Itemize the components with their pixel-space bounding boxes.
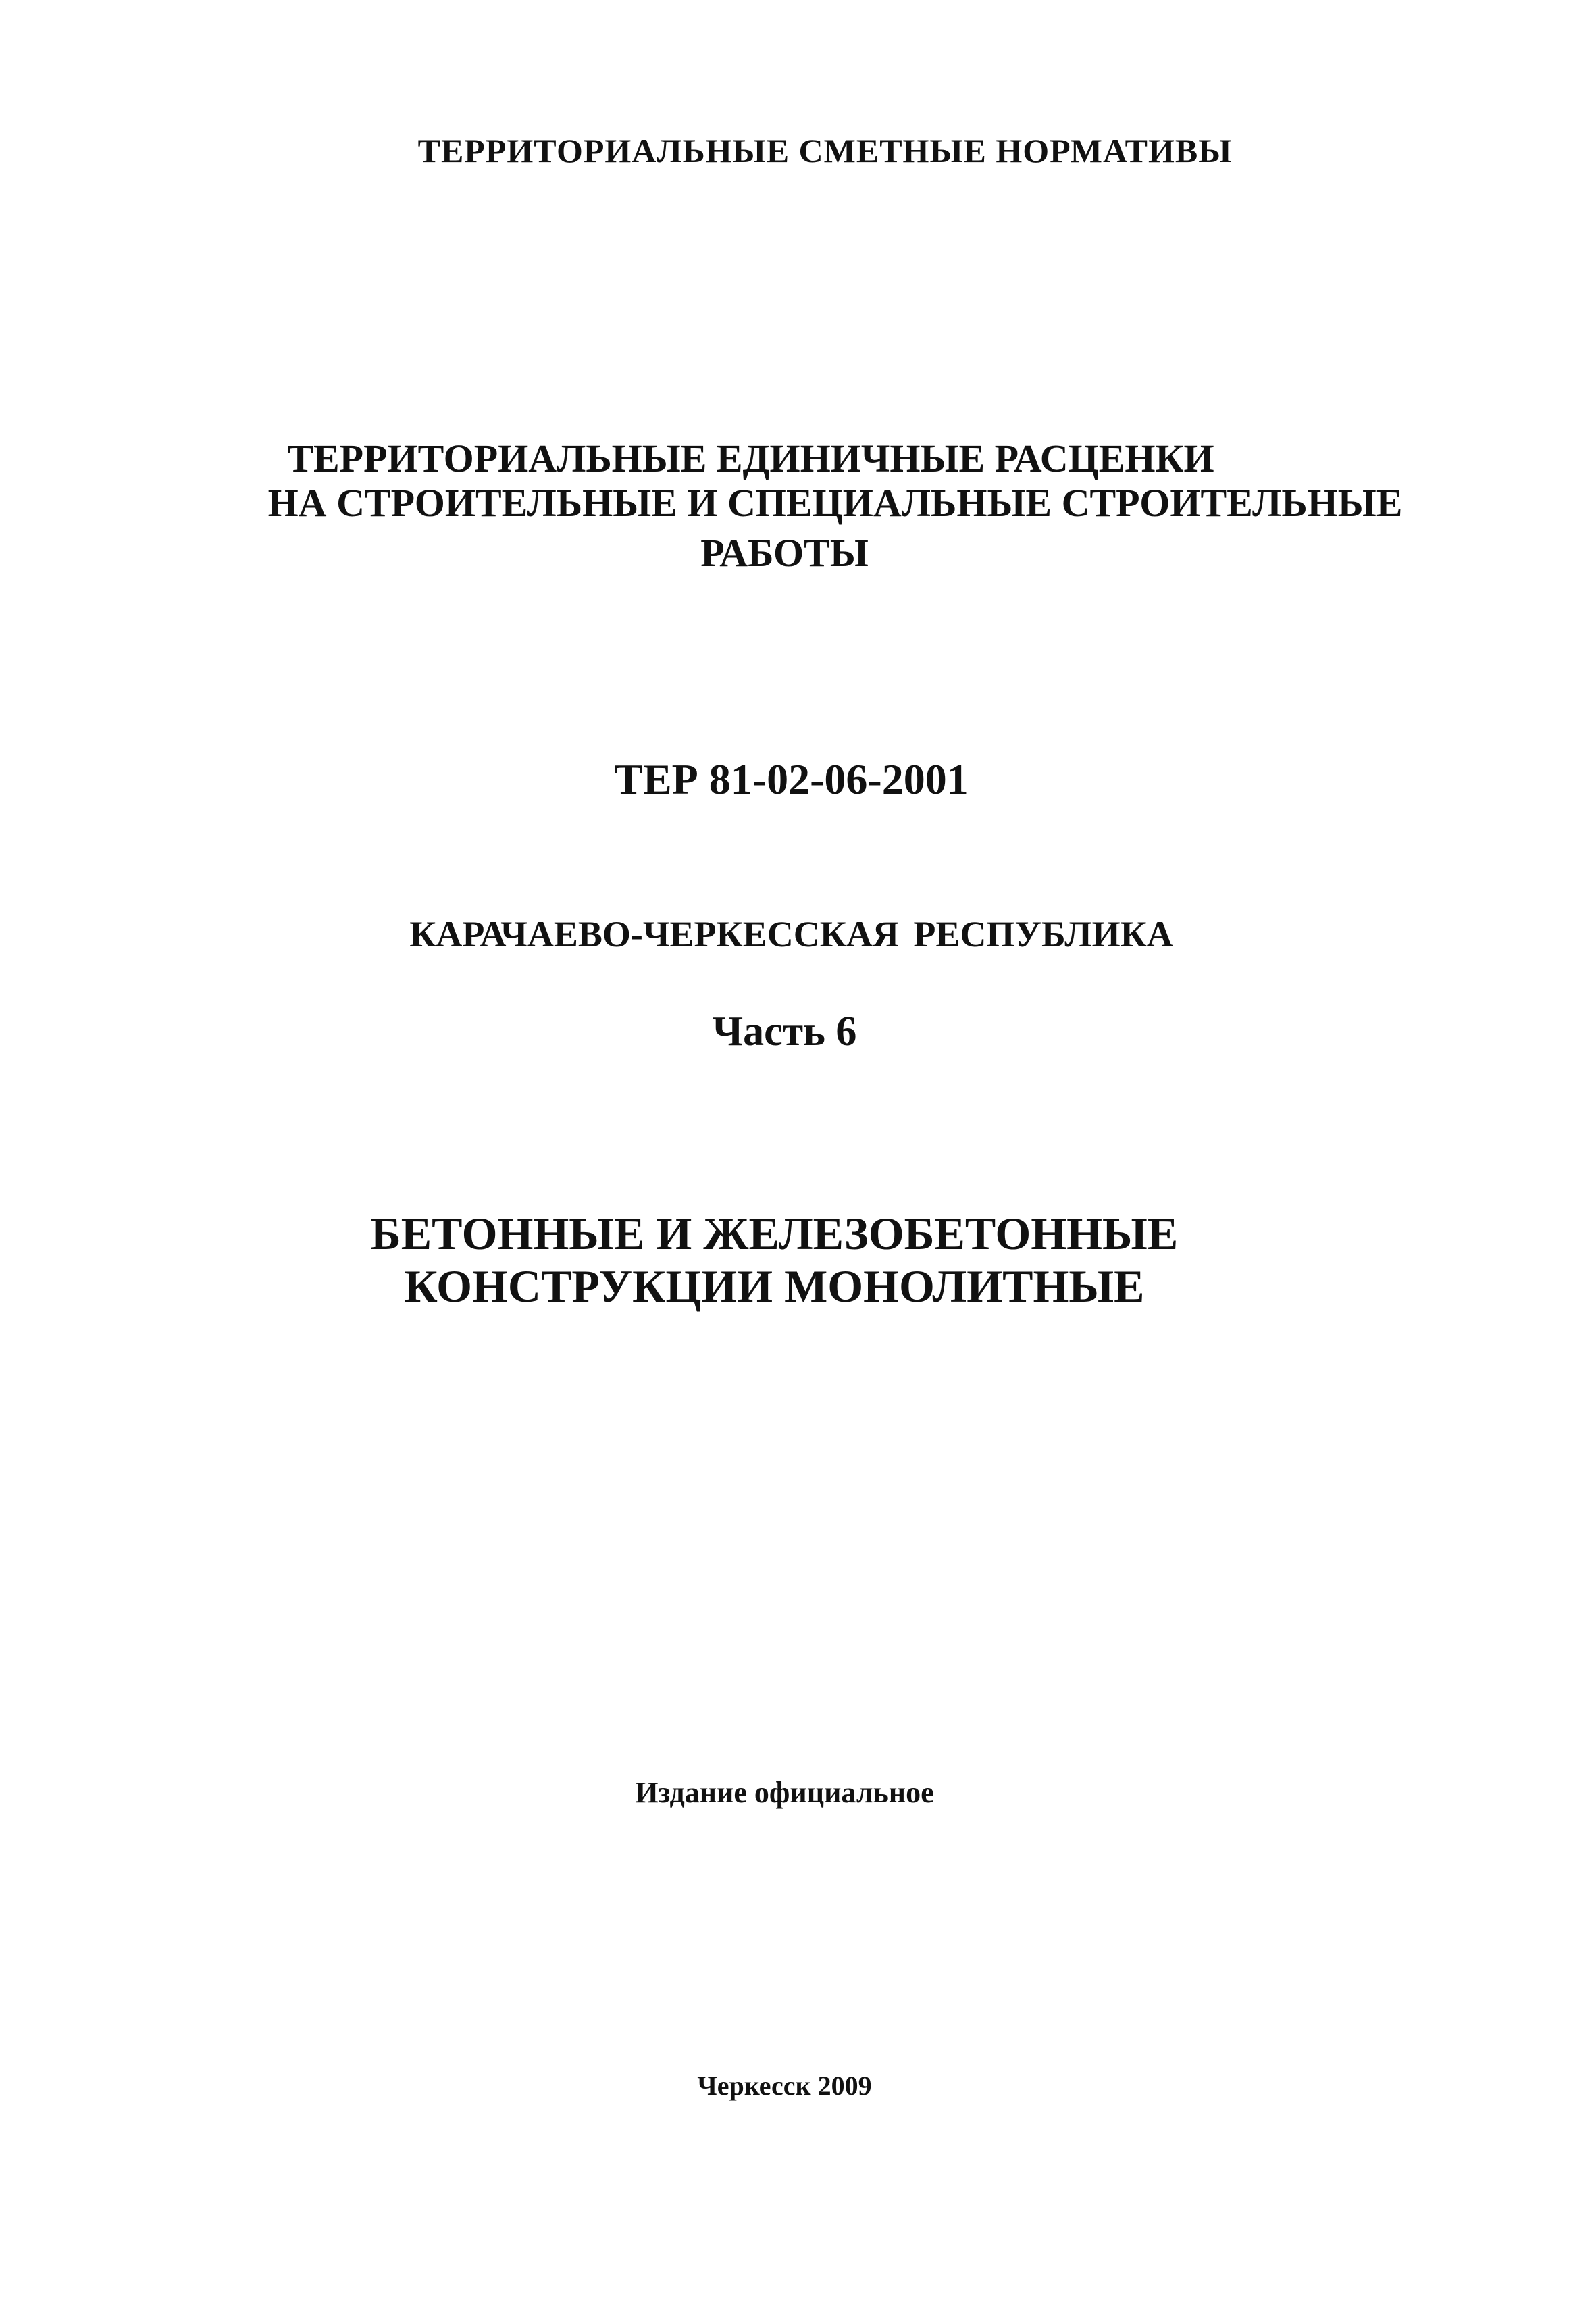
section-title-line-2: КОНСТРУКЦИИ МОНОЛИТНЫЕ: [404, 1261, 1145, 1312]
main-title-line-2: НА СТРОИТЕЛЬНЫЕ И СПЕЦИАЛЬНЫЕ СТРОИТЕЛЬНЫЕ: [267, 481, 1403, 525]
series-title: ТЕРРИТОРИАЛЬНЫЕ СМЕТНЫЕ НОРМАТИВЫ: [417, 132, 1233, 170]
main-title-line-1: ТЕРРИТОРИАЛЬНЫЕ ЕДИНИЧНЫЕ РАСЦЕНКИ: [287, 436, 1214, 480]
section-title-line-1: БЕТОННЫЕ И ЖЕЛЕЗОБЕТОННЫЕ: [370, 1208, 1179, 1259]
part-number: Часть 6: [712, 1009, 857, 1054]
main-title-line-3: РАБОТЫ: [700, 531, 869, 575]
edition-note: Издание официальное: [635, 1776, 934, 1809]
document-code: ТЕР 81-02-06-2001: [614, 755, 969, 803]
region-name: КАРАЧАЕВО-ЧЕРКЕССКАЯ РЕСПУБЛИКА: [409, 914, 1173, 955]
imprint-city-year: Черкесск 2009: [697, 2070, 872, 2101]
